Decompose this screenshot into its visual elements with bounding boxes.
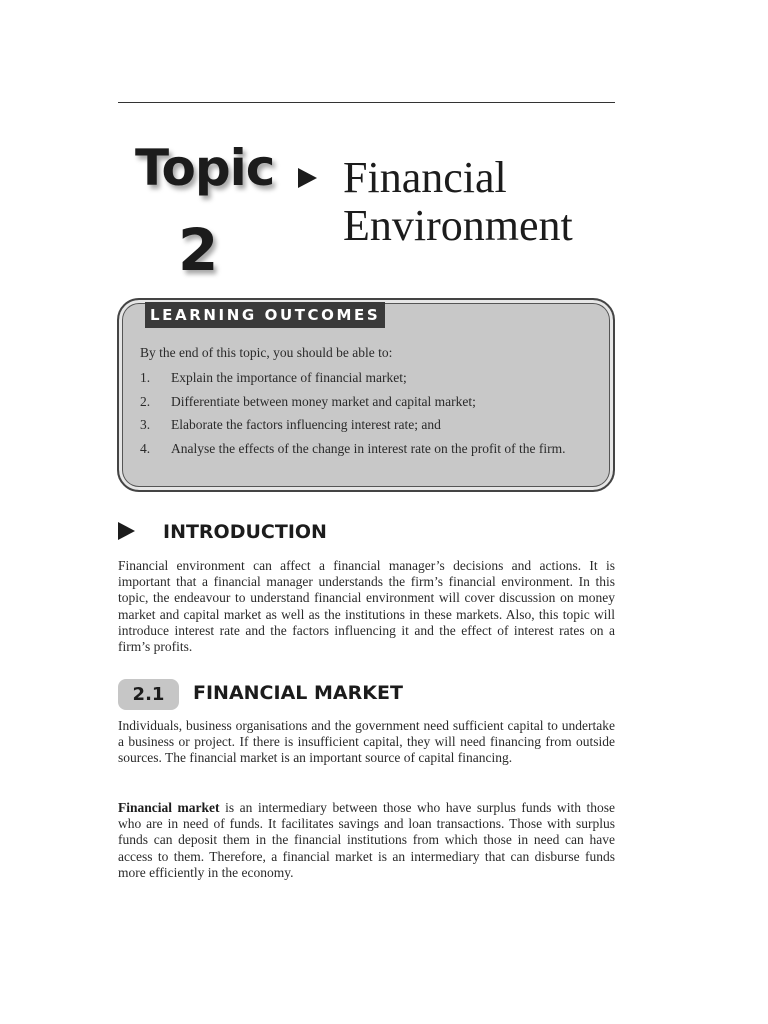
topic-word: Topic: [135, 139, 275, 197]
learning-outcomes-label: LEARNING OUTCOMES: [145, 302, 385, 328]
introduction-paragraph: Financial environment can affect a financial manager’s decisions and actions. It is important that a financial manager understands the firm’s financial environment. In this topic, the endeavour to understand financial environment will cover discussion on money market and capital market as well as the institutions in these markets. Also, this topic will introduce interest rate and the factors influencing it and the effect of interest rates on a firm’s profits.: [118, 558, 615, 655]
outcome-number: 4.: [140, 441, 151, 456]
topic-number: 2: [178, 216, 219, 284]
financial-market-paragraph-2: [118, 800, 615, 881]
section-arrow-icon: [118, 522, 135, 540]
outcome-number: 2.: [140, 394, 151, 409]
outcome-text: Explain the importance of financial market;: [171, 370, 407, 385]
top-rule: [118, 102, 615, 103]
chapter-title-line2: Environment: [343, 201, 573, 250]
financial-market-paragraph-1: Individuals, business organisations and the government need sufficient capital to undertake a business or project. If there is insufficient capital, they will need financing from outside sources. The financial market is an important source of capital financing.: [118, 718, 615, 766]
financial-market-definition: is an intermediary between those who have surplus funds with those who are in need of funds. It facilitates savings and loan transactions. Those with surplus funds can deposit them in the financial institutions from which those in need can have access to them. Therefore, a financial market is an intermediary that can disburse funds more efficiently in the economy.: [118, 800, 615, 880]
outcome-number: 3.: [140, 417, 151, 432]
section-heading: FINANCIAL MARKET: [193, 682, 403, 704]
financial-market-term: Financial market: [118, 800, 220, 815]
outcome-text: Differentiate between money market and capital market;: [171, 394, 476, 409]
chapter-title-line1: Financial: [343, 153, 507, 202]
chapter-title: [343, 154, 623, 250]
learning-outcomes-intro: By the end of this topic, you should be able to:: [140, 345, 393, 360]
title-arrow-icon: [298, 168, 317, 188]
section-number-badge: 2.1: [118, 679, 179, 710]
outcome-text: Analyse the effects of the change in interest rate on the profit of the firm.: [171, 441, 566, 456]
introduction-heading: INTRODUCTION: [163, 521, 327, 543]
outcome-text: Elaborate the factors influencing interest rate; and: [171, 417, 441, 432]
outcome-number: 1.: [140, 370, 151, 385]
